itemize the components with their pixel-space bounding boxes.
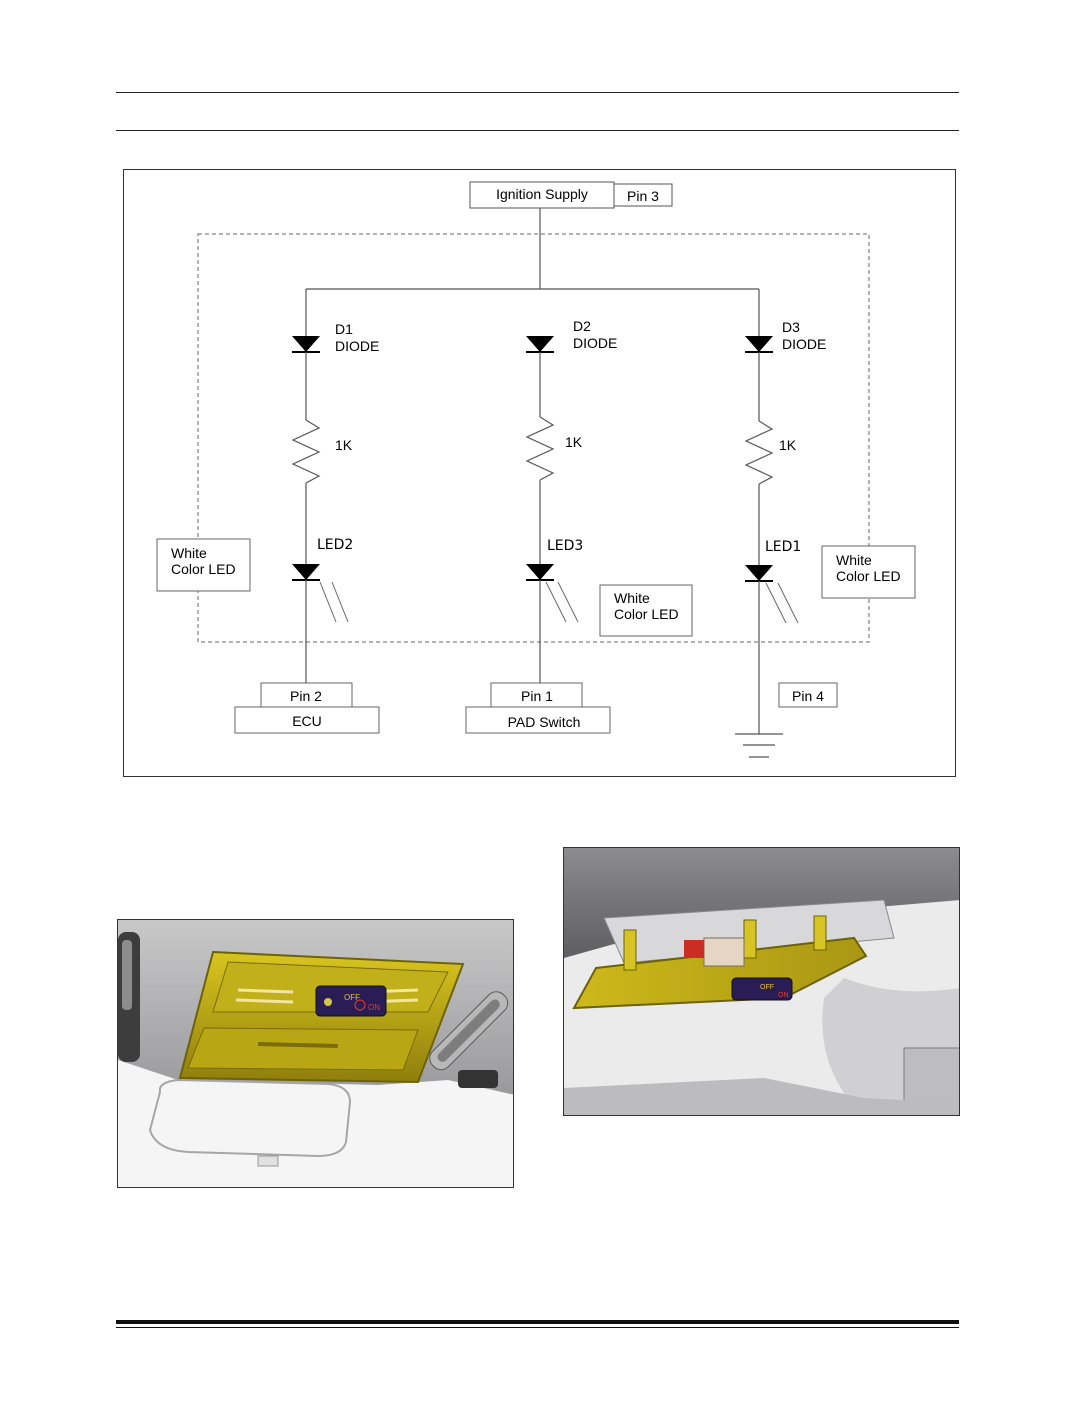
led-note-middle-line1: White xyxy=(614,590,650,606)
diode-d2-type: DIODE xyxy=(573,335,618,351)
led-b1 xyxy=(292,564,320,580)
branch-1 xyxy=(292,321,379,683)
led-b2-ray1 xyxy=(546,582,566,622)
pin4-label: Pin 4 xyxy=(792,688,824,704)
led-b2 xyxy=(526,564,554,580)
circuit-schematic xyxy=(124,170,957,778)
overhead-console-photo xyxy=(117,919,514,1188)
led-note-left-line1: White xyxy=(171,545,207,561)
led-b2-ray2 xyxy=(558,582,578,622)
led-b1-ray1 xyxy=(320,582,336,622)
pin1-label: Pin 1 xyxy=(521,688,553,704)
led-b1-ray2 xyxy=(332,582,348,622)
ignition-supply-label: Ignition Supply xyxy=(496,186,588,202)
led-b3 xyxy=(745,565,773,581)
indicator-on-label: ON xyxy=(368,1003,380,1012)
ground-symbol xyxy=(735,734,783,757)
footer-rule-thick xyxy=(116,1320,959,1324)
diode-d3-type: DIODE xyxy=(782,336,827,352)
diode-d3-id: D3 xyxy=(782,319,800,335)
diode-d1-id: D1 xyxy=(335,321,353,337)
header-rule-bottom xyxy=(116,130,959,131)
led-note-middle-line2: Color LED xyxy=(614,606,679,622)
pad-switch-label: PAD Switch xyxy=(507,714,581,730)
diode-d3 xyxy=(745,336,773,352)
pin2-label: Pin 2 xyxy=(290,688,322,704)
resistor-b3-value: 1K xyxy=(779,437,797,453)
header-rule-top xyxy=(116,92,959,93)
diode-d2-id: D2 xyxy=(573,318,591,334)
assembly-indicator-on-label: ON xyxy=(778,992,789,999)
diode-d2 xyxy=(526,336,554,352)
led-b3-ray1 xyxy=(766,583,786,623)
resistor-b2-value: 1K xyxy=(565,434,583,450)
led-note-right-line2: Color LED xyxy=(836,568,901,584)
console-assembly-photo xyxy=(563,847,960,1116)
diode-d1 xyxy=(292,336,320,352)
led-note-left-line2: Color LED xyxy=(171,561,236,577)
diode-d1-type: DIODE xyxy=(335,338,380,354)
led-b3-label: LED1 xyxy=(765,539,802,555)
led-note-right-line1: White xyxy=(836,552,872,568)
resistor-b3 xyxy=(746,421,772,484)
circuit-diagram xyxy=(123,169,956,777)
led-b3-ray2 xyxy=(778,583,798,623)
ecu-label: ECU xyxy=(292,713,322,729)
led-b2-label: LED3 xyxy=(547,538,584,554)
resistor-b1-value: 1K xyxy=(335,437,353,453)
branch-3 xyxy=(745,319,826,734)
indicator-off-label: OFF xyxy=(344,993,360,1002)
resistor-b2 xyxy=(527,417,553,480)
led-b1-label: LED2 xyxy=(317,537,354,553)
assembly-indicator-off-label: OFF xyxy=(760,984,774,991)
footer-rule-thin xyxy=(116,1327,959,1328)
resistor-b1 xyxy=(293,420,319,483)
pin3-label: Pin 3 xyxy=(627,188,659,204)
